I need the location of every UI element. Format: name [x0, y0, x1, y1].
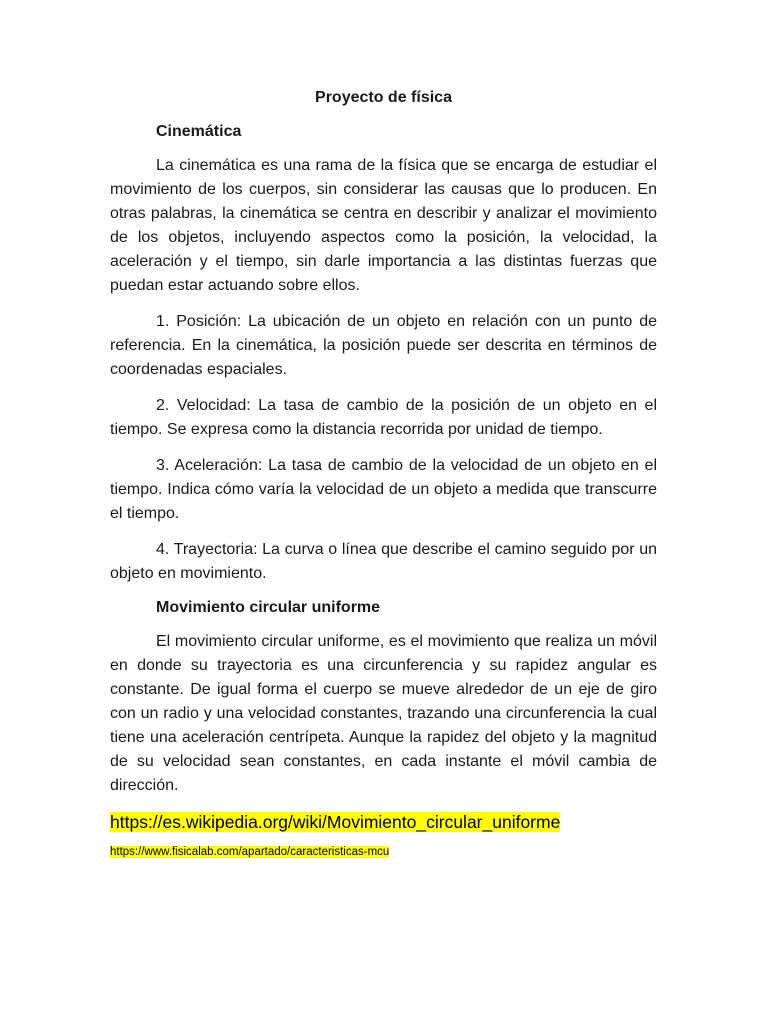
document-page [110, 86, 657, 860]
section-heading-cinematica: Cinemática [156, 123, 242, 140]
paragraph-mcu: El movimiento circular uniforme, es el movimiento que realiza un móvil en donde su trayectoria es una circunferencia y su rapidez angular es constante. De igual forma el cuerpo se mueve alrededor de un eje de giro con un radio y una velocidad constantes, trazando una circunferencia la cual tiene una aceleración centrípeta. Aunque la rapidez del objeto y la magnitud de su velocidad sean constantes, en cada instante el móvil cambia de dirección. [110, 633, 657, 794]
list-item-trayectoria: 4. Trayectoria: La curva o línea que describe el camino seguido por un objeto en movimiento. [110, 541, 657, 582]
list-item-posicion: 1. Posición: La ubicación de un objeto en relación con un punto de referencia. En la cinemática, la posición puede ser descrita en términos de coordenadas espaciales. [110, 313, 657, 378]
link-fisicalab-line [110, 844, 657, 860]
link-wikipedia-line [110, 810, 657, 834]
link-fisicalab[interactable]: https://www.fisicalab.com/apartado/caracteristicas-mcu [110, 846, 390, 858]
paragraph-cinematica-intro: La cinemática es una rama de la física que se encarga de estudiar el movimiento de los cuerpos, sin considerar las causas que lo producen. En otras palabras, la cinemática se centra en describir y analizar el movimiento de los objetos, incluyendo aspectos como la posición, la velocidad, la aceleración y el tiempo, sin darle importancia a las distintas fuerzas que puedan estar actuando sobre ellos. [110, 157, 657, 294]
list-item-aceleracion: 3. Aceleración: La tasa de cambio de la velocidad de un objeto en el tiempo. Indica cómo varía la velocidad de un objeto a medida que transcurre el tiempo. [110, 457, 657, 522]
link-wikipedia[interactable]: https://es.wikipedia.org/wiki/Movimiento_circular_uniforme [110, 812, 561, 832]
section-heading-mcu: Movimiento circular uniforme [156, 599, 381, 616]
list-item-velocidad: 2. Velocidad: La tasa de cambio de la posición de un objeto en el tiempo. Se expresa como la distancia recorrida por unidad de tiempo. [110, 397, 657, 438]
document-title: Proyecto de física [315, 89, 452, 106]
